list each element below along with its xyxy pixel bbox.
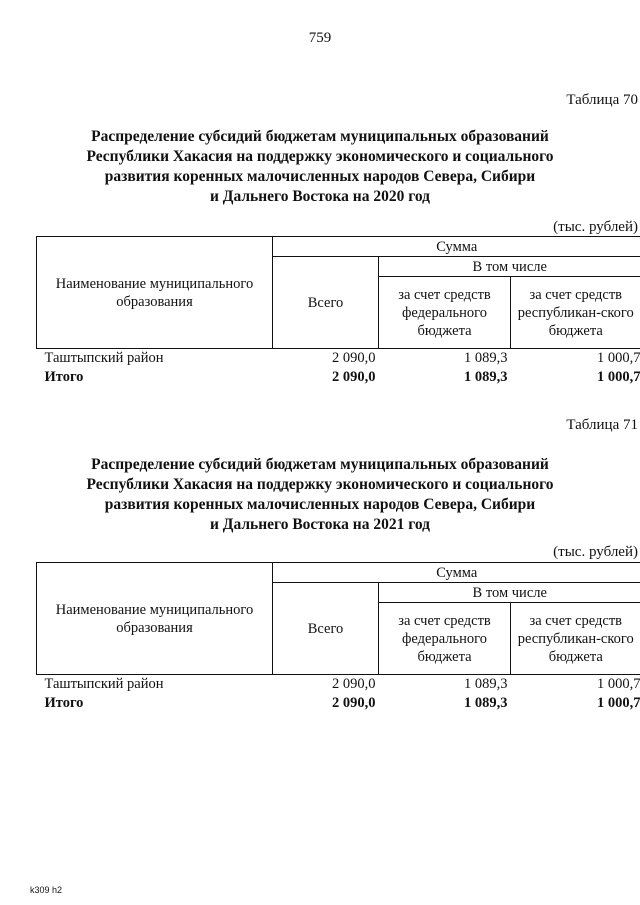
header-republic: за счет средств республикан-ского бюджета xyxy=(511,277,640,349)
cell-name: Итого xyxy=(44,369,84,385)
header-name: Наименование муниципального образования xyxy=(37,563,273,675)
cell-republic: 1 000,7 xyxy=(511,675,640,695)
cell-federal: 1 089,3 xyxy=(379,349,511,369)
cell-total: 2 090,0 xyxy=(273,349,379,369)
footer-code: k309 h2 xyxy=(30,885,63,895)
title-line: Распределение субсидий бюджетам муниципальных образований xyxy=(91,128,549,145)
table-row-total xyxy=(37,694,640,713)
cell-federal: 1 089,3 xyxy=(464,369,508,385)
title-line: развития коренных малочисленных народов Севера, Сибири xyxy=(104,496,536,513)
title-line: Республики Хакасия на поддержку экономического и социального xyxy=(86,476,554,493)
cell-name: Таштыпский район xyxy=(37,675,273,695)
title-line: и Дальнего Востока на 2021 год xyxy=(209,516,430,533)
cell-republic: 1 000,7 xyxy=(597,369,640,385)
header-sum: Сумма xyxy=(273,563,640,583)
header-republic: за счет средств республикан-ского бюджета xyxy=(511,603,640,675)
cell-name: Таштыпский район xyxy=(37,349,273,369)
header-sum: Сумма xyxy=(273,237,640,257)
cell-name: Итого xyxy=(44,695,84,711)
table-label: Таблица 71 xyxy=(566,417,638,433)
header-federal: за счет средств федерального бюджета xyxy=(379,603,511,675)
table-row xyxy=(37,349,640,369)
table-title xyxy=(40,455,600,535)
units-label: (тыс. рублей) xyxy=(553,544,638,560)
cell-republic: 1 000,7 xyxy=(511,349,640,369)
cell-federal: 1 089,3 xyxy=(464,695,508,711)
table-label: Таблица 70 xyxy=(566,92,638,108)
title-line: и Дальнего Востока на 2020 год xyxy=(209,188,430,205)
cell-total: 2 090,0 xyxy=(273,675,379,695)
table-title xyxy=(40,127,600,207)
cell-republic: 1 000,7 xyxy=(597,695,640,711)
title-line: Республики Хакасия на поддержку экономического и социального xyxy=(86,148,554,165)
header-total: Всего xyxy=(273,583,379,675)
header-name: Наименование муниципального образования xyxy=(37,237,273,349)
cell-federal: 1 089,3 xyxy=(379,675,511,695)
table-row xyxy=(37,675,640,695)
cell-total: 2 090,0 xyxy=(332,369,376,385)
table-row-total xyxy=(37,368,640,387)
header-total: Всего xyxy=(273,257,379,349)
header-including: В том числе xyxy=(379,583,640,603)
page-number: 759 xyxy=(308,30,332,46)
subsidy-table xyxy=(36,562,640,713)
title-line: Распределение субсидий бюджетам муниципальных образований xyxy=(91,456,549,473)
units-label: (тыс. рублей) xyxy=(553,219,638,235)
subsidy-table xyxy=(36,236,640,387)
title-line: развития коренных малочисленных народов Севера, Сибири xyxy=(104,168,536,185)
cell-total: 2 090,0 xyxy=(332,695,376,711)
header-federal: за счет средств федерального бюджета xyxy=(379,277,511,349)
header-including: В том числе xyxy=(379,257,640,277)
